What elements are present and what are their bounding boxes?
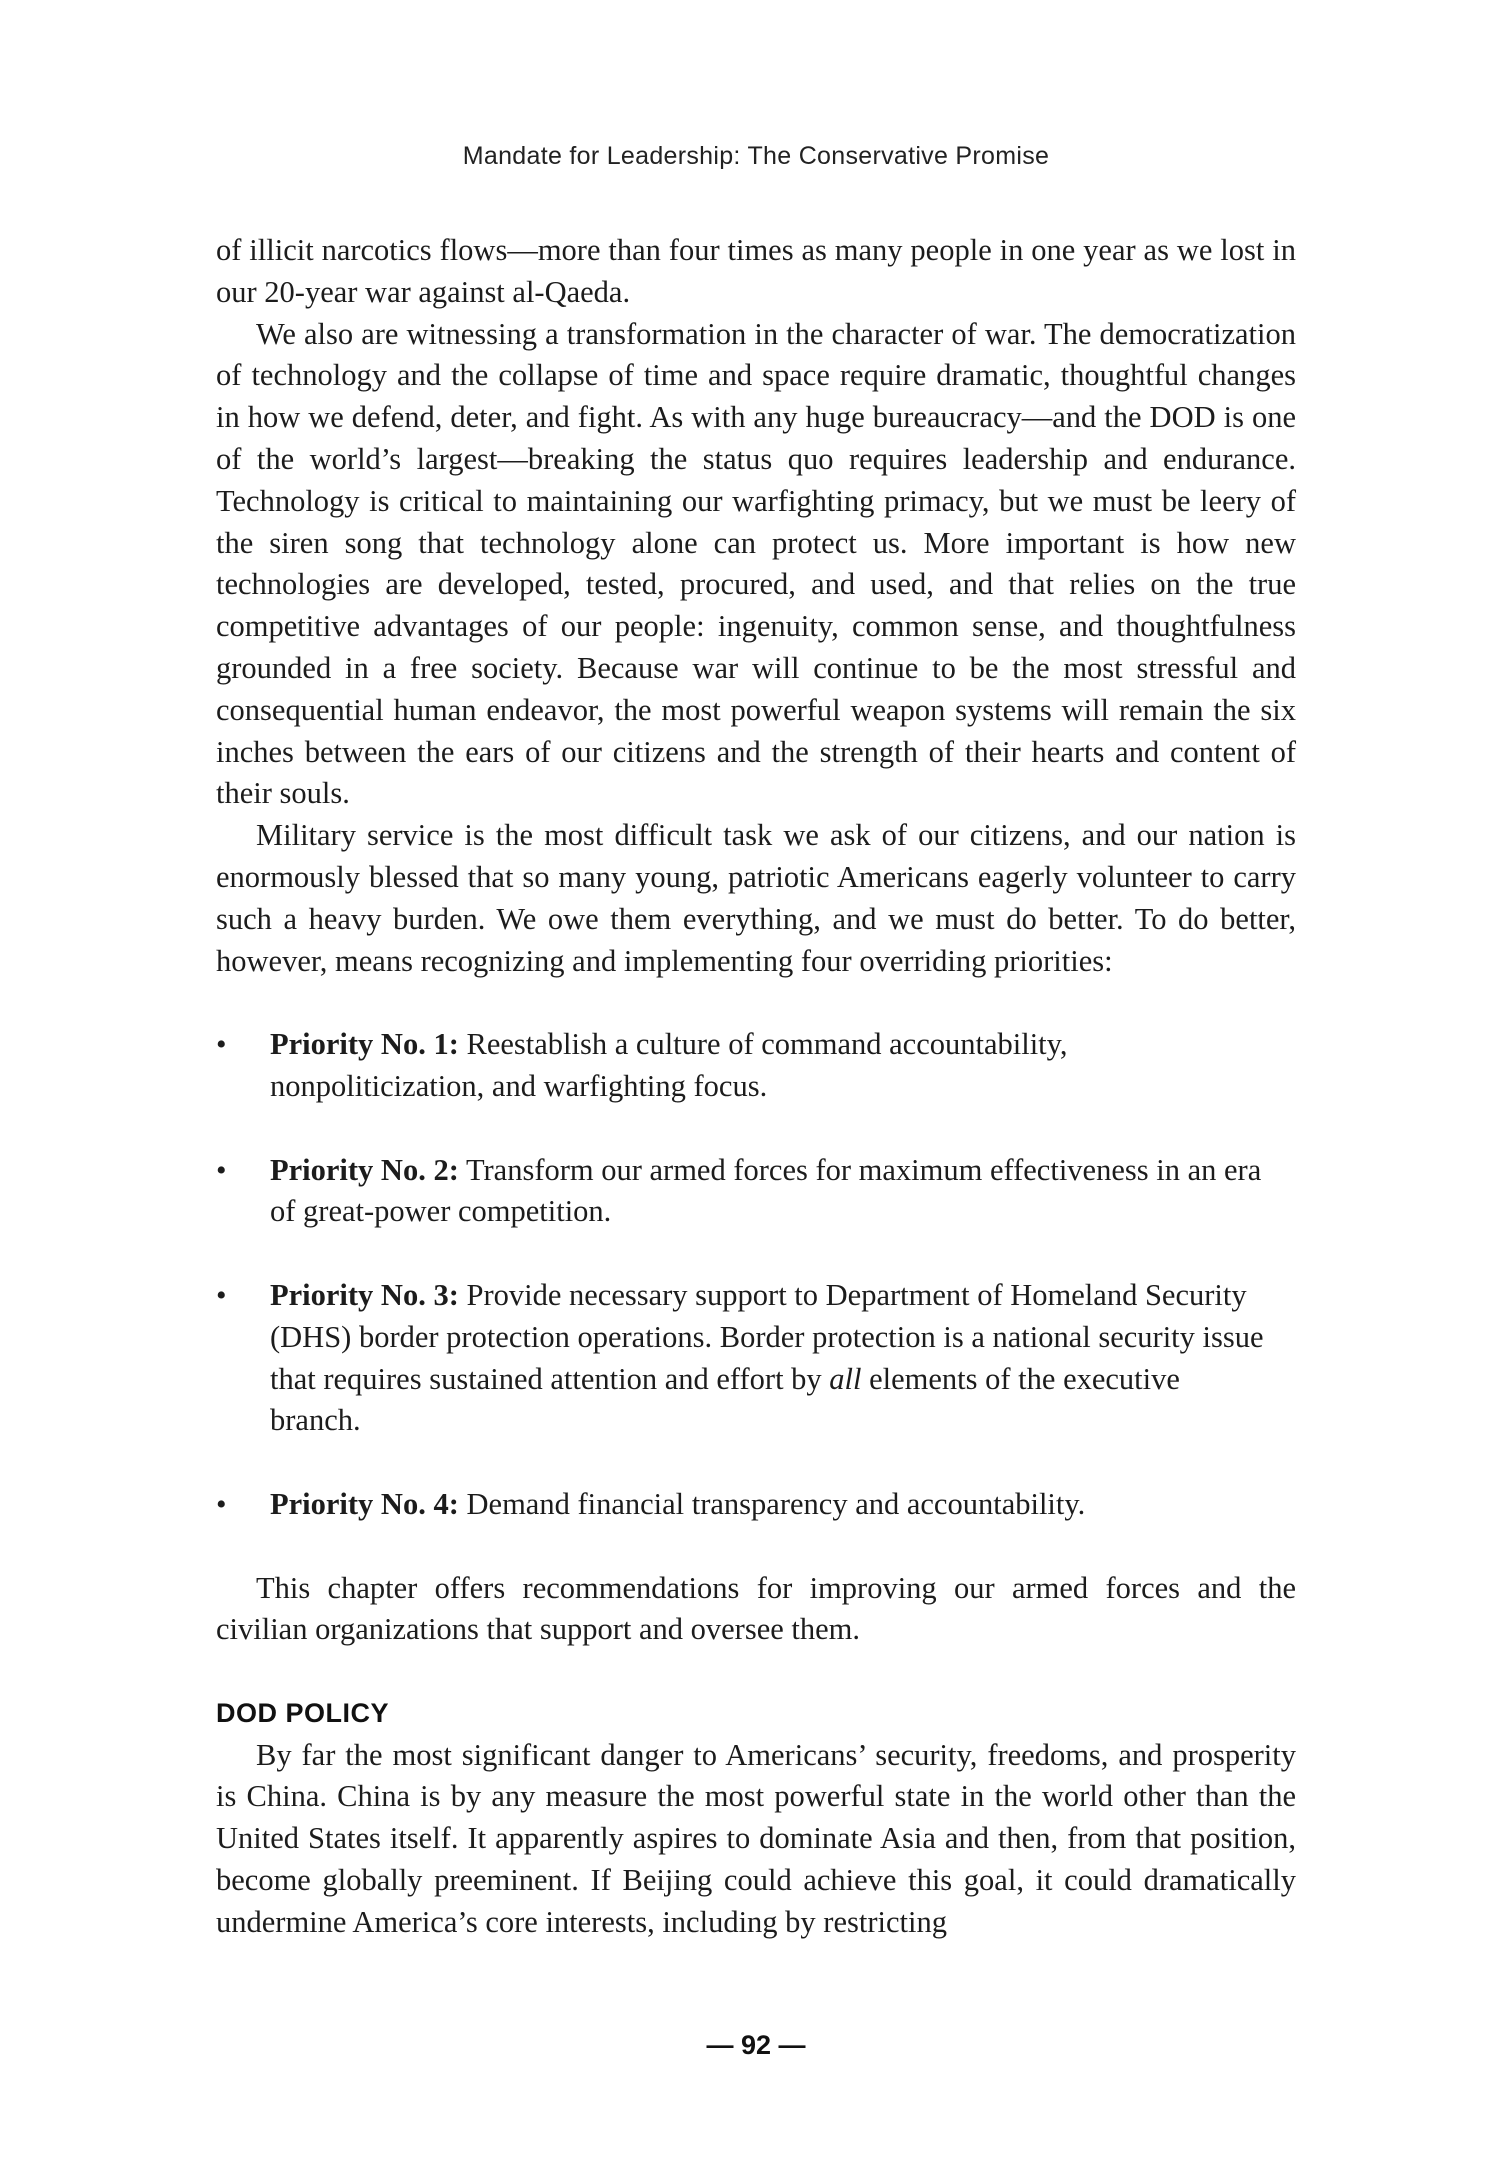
bullet-icon: •	[216, 1028, 227, 1062]
bullet-icon: •	[216, 1487, 227, 1521]
bullet-icon: •	[216, 1153, 227, 1187]
section-heading: DOD POLICY	[216, 1697, 390, 1728]
priority-emphasis: all	[829, 1361, 862, 1396]
priority-label: Priority No. 4:	[270, 1486, 459, 1521]
priority-text: Demand financial transparency and accountability.	[458, 1486, 1086, 1521]
priority-text: Reestablish a culture of command accountability, nonpoliticization, and warfighting focus.	[270, 1027, 1068, 1103]
list-item	[216, 1150, 1296, 1234]
paragraph-china-danger: By far the most significant danger to Americans’ security, freedoms, and prosperity is China. China is by any measure the most powerful state in the world other than the United States itself. It apparently aspires to dominate Asia and then, from that position, become globally preeminent. If Beijing could achieve this goal, it could dramatically undermine America’s core interests, including by restricting	[216, 1737, 1296, 1939]
paragraph-character-of-war: We also are witnessing a transformation in the character of war. The democratization of technology and the collapse of time and space require dramatic, thoughtful changes in how we defend, deter, and fight. As with any huge bureaucracy—and the DOD is one of the world’s largest—breaking the status quo requires leadership and endurance. Technology is critical to maintaining our warfighting primacy, but we must be leery of the siren song that technology alone can protect us. More important is how new technologies are developed, tested, procured, and used, and that relies on the true competitive advantages of our people: ingenuity, common sense, and thoughtfulness grounded in a free society. Because war will continue to be the most stressful and consequential human endeavor, the most powerful weapon systems will remain the six inches between the ears of our citizens and the strength of their hearts and content of their souls.	[216, 316, 1296, 811]
priority-text-end: elements of the executive branch.	[270, 1361, 1180, 1438]
list-item	[216, 1024, 1296, 1108]
priority-label: Priority No. 2:	[270, 1152, 459, 1187]
priority-label: Priority No. 1:	[270, 1027, 459, 1062]
priority-text: Transform our armed forces for maximum effectiveness in an era of great-power competition.	[270, 1152, 1262, 1229]
priority-list	[216, 1024, 1296, 1526]
page-number: — 92 —	[706, 2030, 806, 2060]
bullet-icon: •	[216, 1278, 227, 1312]
running-header: Mandate for Leadership: The Conservative Promise	[462, 142, 1050, 170]
paragraph-continuation: of illicit narcotics flows—more than four times as many people in one year as we lost in our 20-year war against al-Qaeda.	[216, 233, 1296, 309]
priority-text: Provide necessary support to Department of Homeland Security (DHS) border protection operations. Border protection is a national security issue that requires sustained attention and effort by	[270, 1277, 1264, 1396]
list-item	[216, 1484, 1296, 1526]
body-text	[216, 230, 1296, 1944]
paragraph-military-service: Military service is the most difficult task we ask of our citizens, and our nation is enormously blessed that so many young, patriotic Americans eagerly volunteer to carry such a heavy burden. We owe them everything, and we must do better. To do better, however, means recognizing and implementing four overriding priorities:	[216, 818, 1296, 978]
paragraph-chapter-overview: This chapter offers recommendations for improving our armed forces and the civilian organizations that support and oversee them.	[216, 1570, 1296, 1647]
priority-label: Priority No. 3:	[270, 1277, 459, 1312]
list-item	[216, 1275, 1296, 1442]
